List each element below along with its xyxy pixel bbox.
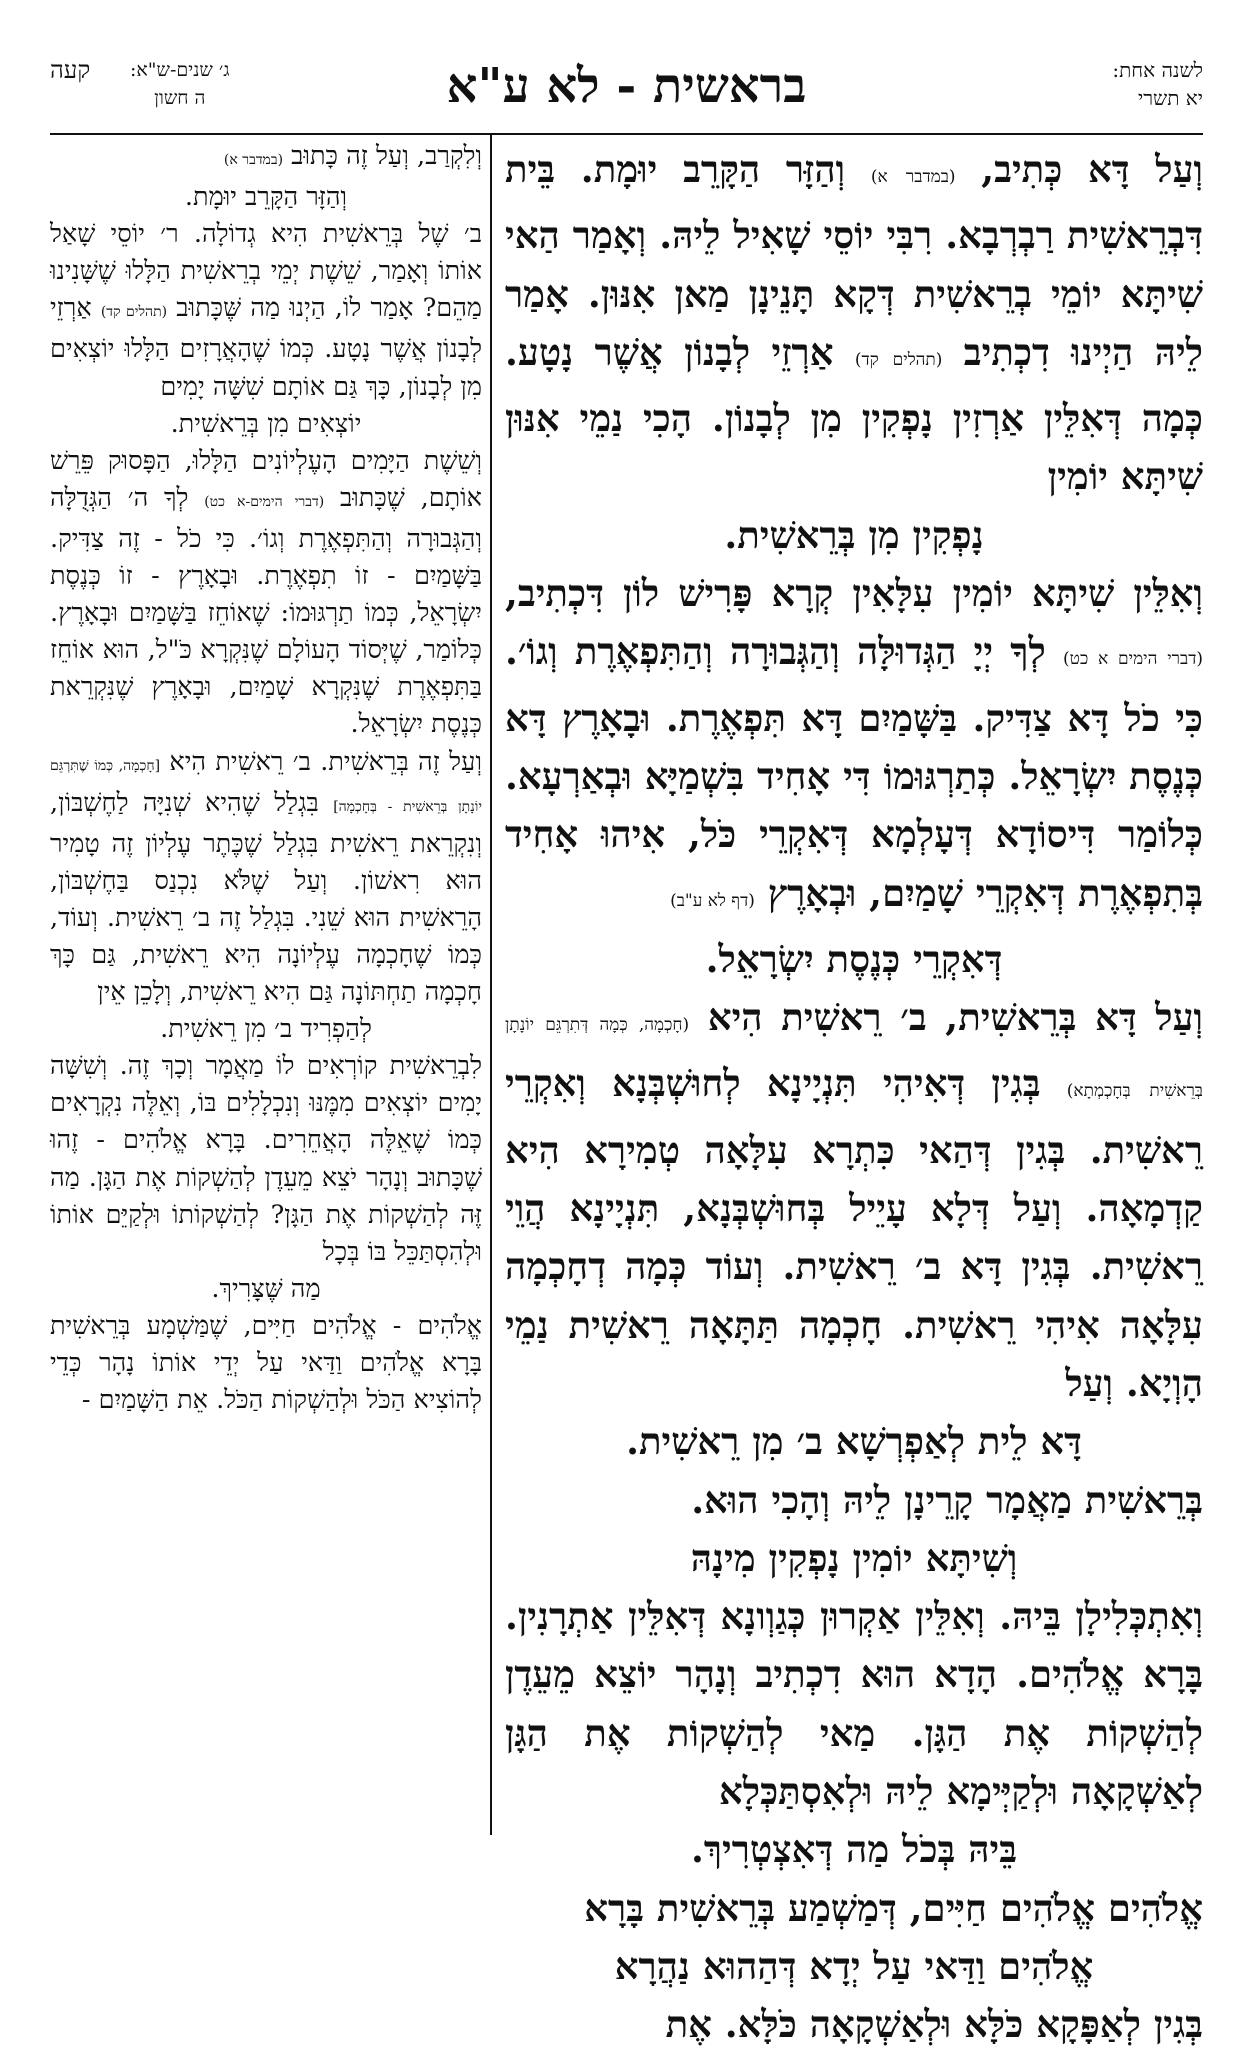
header-left-info bbox=[130, 56, 230, 112]
translation-column bbox=[50, 138, 482, 1419]
main-text: וְעַל דָּא כְּתִיב, bbox=[981, 147, 1203, 191]
main-paragraph-5: אֱלֹהִים אֱלֹהִים חַיִּים, דְּמַשְׁמַע בְּרֵאשִׁית בָּרָא bbox=[584, 1885, 1203, 1930]
side-text: אַרְזֵי לְבָנוֹן אֲשֶׁר נָטָע. כְּמוֹ שֶׁהָאֲרָזִים הַלָּלוּ יוֹצְאִים מִן לְבָנוֹן, כָּךְ גַּם אוֹתָם שִׁשָּׁה יָמִים bbox=[50, 293, 482, 402]
source-ref: (במדבר א) bbox=[870, 167, 956, 187]
main-text: וְאִלֵּין שִׁיתָּא יוֹמִין עִלָּאִין קְרָא פָּרִישׁ לוֹן דִּכְתִיב, bbox=[505, 571, 1203, 616]
side-paragraph-2-end: יוֹצְאִים מִן בְּרֵאשִׁית. bbox=[170, 408, 362, 439]
main-text: בְּרֵאשִׁית מַאֲמָר קָרֵינָן לֵיהּ וְהָכִי הוּא. bbox=[691, 1477, 1203, 1522]
column-divider bbox=[490, 135, 492, 1835]
side-paragraph-3 bbox=[50, 443, 482, 744]
date-label: יא תשרי bbox=[1137, 86, 1203, 110]
main-paragraph-2 bbox=[505, 564, 1203, 930]
main-paragraph-1-end: נָפְקִין מִן בְּרֵאשִׁית. bbox=[724, 512, 984, 557]
main-text: אַרְזֵי לְבָנוֹן אֲשֶׁר נָטָע. כְּמָה דְּאִלֵּין אַרְזִין נָפְקִין מִן לְבָנוֹן. הָכִי נַמֵי אִנּוּן שִׁיתָּא יוֹמִין bbox=[505, 329, 1203, 499]
cycle-label: ג׳ שנים-ש"א: bbox=[130, 59, 230, 81]
main-paragraph-4 bbox=[505, 1471, 1203, 1529]
main-paragraph-4-end: בֵּיהּ בְּכֹל מַה דְּאִצְטְרִיךְ. bbox=[690, 1827, 1018, 1872]
source-ref: (דף לא ע"ב) bbox=[670, 890, 755, 911]
edition-label: לשנה אחת: bbox=[1112, 58, 1203, 82]
main-column bbox=[505, 140, 1203, 2054]
side-text: לְךָ ה׳ הַגְּדֻלָּה וְהַגְּבוּרָה וְהַתִּפְאֶרֶת וְגוֹ׳. כִּי כֹל - זֶה צַדִּיק. בַּשָּׁמַיִם - זוֹ תִפְאֶרֶת. וּבָאָרֶץ - זוֹ כְּנֶסֶת יִשְׂרָאֵל, כְּמוֹ תַרְגּוּמוֹ: שֶׁאוֹחֵז בַּשָּׁמַיִם וּבָאָרֶץ. כְּלוֹמַר, שֶׁיְּסוֹד הָעוֹלָם שֶׁנִּקְרָא כֹּ"ל, הוּא אוֹחֵז בַּתִּפְאֶרֶת שֶׁנִּקְרָא שָׁמַיִם, וּבָאָרֶץ שֶׁנִּקְרֵאת כְּנֶסֶת יִשְׂרָאֵל. bbox=[50, 482, 482, 740]
source-ref: (דברי הימים א כט) bbox=[1063, 649, 1203, 670]
source-ref: [חָכְמָה, כְּמוֹ שֶׁתִּרְגֵּם יוֹנָתָן בְּרֵאשִׁית - בְּחָכְמָה] bbox=[50, 757, 483, 815]
side-text: וְשֵׁשֶׁת הַיָּמִים הָעֶלְיוֹנִים הַלָּלוּ, הַפָּסוּק פֵּרֵשׁ אוֹתָם, שֶׁכָּתוּב bbox=[50, 445, 482, 513]
side-paragraph-1 bbox=[50, 138, 482, 179]
header-divider bbox=[50, 133, 1203, 135]
side-paragraph-4 bbox=[50, 744, 482, 1012]
side-paragraph-2 bbox=[50, 216, 482, 405]
main-paragraph-3 bbox=[505, 988, 1203, 1412]
main-text: בְּגִין דְּאִיהִי תִּנְיָינָא לְחוּשְׁבְּנָא וְאִקְרֵי רֵאשִׁית. בְּגִין דְּהַאי כִּתְרָא עִלָּאָה טְמִירָא הִיא קַדְמָאָה. וְעַל דְּלָא עָיֵיל בְּחוּשְׁבְּנָא, תִּנְיָינָא הֲוֵי רֵאשִׁית. בְּגִין דָּא ב׳ רֵאשִׁית. וְעוֹד כְּמָה דְחָכְמָה עִלָּאָה אִיהִי רֵאשִׁית. חָכְמָה תַּתָּאָה רֵאשִׁית נַמֵי הָוְיָא. וְעַל bbox=[505, 1061, 1203, 1405]
side-text: בִּגְלַל שֶׁהִיא שְׁנִיָּה לַחֶשְׁבּוֹן, וְנִקְרֵאת רֵאשִׁית בִּגְלַל שֶׁכֶּתֶר עֶלְיוֹן זֶה טָמִיר הוּא רִאשׁוֹן. וְעַל שֶׁלֹּא נִכְנַס בַּחֶשְׁבּוֹן, הָרֵאשִׁית הוּא שֵׁנִי. בִּגְלַל זֶה ב׳ רֵאשִׁית. וְעוֹד, כְּמוֹ שֶׁחָכְמָה עֶלְיוֹנָה הִיא רֵאשִׁית, גַּם כָּךְ חָכְמָה תַחְתּוֹנָה גַּם הִיא רֵאשִׁית, וְלָכֵן אֵין bbox=[50, 787, 482, 1008]
source-ref: (דברי הימים-א כט) bbox=[204, 493, 325, 510]
page-header bbox=[50, 50, 1203, 130]
main-paragraph-2-end: דְּאִקְרֵי כְּנֶסֶת יִשְׂרָאֵל. bbox=[705, 936, 1003, 981]
page-number: קעה bbox=[50, 56, 91, 84]
source-ref: (במדבר א) bbox=[223, 152, 284, 168]
main-text: וְעַל דָּא בְּרֵאשִׁית, ב׳ רֵאשִׁית הִיא bbox=[707, 995, 1204, 1040]
side-text: ב׳ שֶׁל בְּרֵאשִׁית הִיא גְדוֹלָה. ר׳ יוֹסֵי שָׁאַל אוֹתוֹ וְאָמַר, שֵׁשֶׁת יְמֵי בְרֵאשִׁית הַלָּלוּ שֶׁשָּׁנִינוּ מַהֵם? אָמַר לוֹ, הַיְנוּ מַה שֶּׁכָּתוּב bbox=[50, 219, 482, 324]
cycle-date: ה חשון bbox=[154, 87, 206, 109]
side-text: וְעַל זֶה בְּרֵאשִׁית. ב׳ רֵאשִׁית הִיא bbox=[169, 746, 482, 777]
side-paragraph-5-end: מַה שֶּׁצָּרִיךְ. bbox=[211, 1273, 321, 1304]
source-ref: (תהלים קד) bbox=[100, 304, 168, 321]
main-paragraph-3-end: דָּא לֵית לְאַפְרְשָׁא ב׳ מִן רֵאשִׁית. bbox=[626, 1419, 1082, 1464]
source-ref: (חָכְמָה, כְּמָה דְּתִרְגֵּם יוֹנָתָן בְּרֵאשִׁית בְּחָכְמְתָא) bbox=[505, 1015, 1204, 1102]
side-paragraph-5: לִבְרֵאשִׁית קוֹרְאִים לוֹ מַאֲמָר וְכָךְ זֶה. וְשִׁשָּׁה יָמִים יוֹצְאִים מִמֶּנּוּ וְנִכְלָלִים בּוֹ, וְאֵלֶּה נִקְרָאִים כְּמוֹ שֶׁאֵלֶּה הָאֲחֵרִים. בָּרָא אֱלֹהִים - זֶהוּ שֶׁכָּתוּב וְנָהָר יֹצֵא מֵעֵדֶן לְהַשְׁקוֹת אֶת הַגָּן. מַה זֶּה לְהַשְׁקוֹת אֶת הַגָּן? לְהַשְׁקוֹתוֹ וּלְקַיֵּם אוֹתוֹ וּלְהִסְתַּכֵּל בּוֹ בְּכָל bbox=[50, 1051, 482, 1267]
source-ref: (תהלים קד) bbox=[854, 349, 943, 370]
main-text: לְךָ יְיָ הַגְּדוּלָּה וְהַגְּבוּרָה וְהַתִּפְאֶרֶת וְגוֹ׳. כִּי כֹל דָּא צַדִּיק. בַּשָּׁמַיִם דָּא תִּפְאֶרֶת. וּבָאָרֶץ דָּא כְּנֶסֶת יִשְׂרָאֵל. כְּתַרְגּוּמוֹ דִּי אָחִיד בִּשְׁמַיָּא וּבְאַרְעָא. כְּלוֹמַר דִּיסוֹדָא דְּעָלְמָא דְּאִקְרֵי כֹּל, אִיהוּ אָחִיד בְּתִפְאֶרֶת דְּאִקְרֵי שָׁמַיִם, וּבְאָרֶץ bbox=[505, 629, 1203, 915]
main-paragraph-4-body: וְאִתְכְּלִילָן בֵּיהּ. וְאִלֵּין אַקְרוּן כְּגַוְונָא דְּאִלֵּין אַתְרָנִין. בָּרָא אֱלֹהִים. הָדָא הוּא דִכְתִיב וְנָהָר יוֹצֵא מֵעֵדֶן לְהַשְׁקוֹת אֶת הַגָּן. מַאי לְהַשְׁקוֹת אֶת הַגָּן לְאַשְׁקָאָה וּלְקַיְּימָא לֵיהּ וּלְאִסְתַּכְּלָא bbox=[505, 1594, 1203, 1814]
side-text: וְלִקְרַב, וְעַל זֶה כָּתוּב bbox=[291, 141, 482, 171]
main-paragraph-4-center: וְשִׁיתָּא יוֹמִין נָפְקִין מִינָהּ bbox=[690, 1535, 1018, 1580]
main-paragraph-1 bbox=[505, 140, 1203, 506]
main-text: וְהַזָּר הַקָּרֵב יוּמָת. בֵּית דִּבְרֵאשִׁית רַבְרְבָא. רִבִּי יוֹסֵי שָׁאִיל לֵיהּ. וְאָמַר הַאי שִׁיתָּא יוֹמֵי בְרֵאשִׁית דְּקָא תָּנֵינָן מַאן אִנּוּן. אָמַר לֵיהּ הַיְינוּ דִכְתִיב bbox=[505, 147, 1203, 374]
side-paragraph-1-end: וְהַזָּר הַקָּרֵב יוּמָת. bbox=[184, 182, 348, 213]
main-paragraph-5-end: בְּגִין לְאַפָּקָא כֹּלָּא וּלְאַשְׁקָאָה כֹּלָּא. אֶת bbox=[665, 2002, 1203, 2047]
main-paragraph-5-center: אֱלֹהִים וַדַּאי עַל יְדָא דְּהַהוּא נַהֲרָא bbox=[614, 1943, 1094, 1988]
side-paragraph-6: אֱלֹהִים - אֱלֹהִים חַיִּים, שֶׁמַּשְׁמָע בְּרֵאשִׁית בָּרָא אֱלֹהִים וַדַּאי עַל יְדֵי אוֹתוֹ נָהָר כְּדֵי לְהוֹצִיא הַכֹּל וּלְהַשְׁקוֹת הַכֹּל. אֵת הַשָּׁמַיִם - bbox=[50, 1310, 482, 1416]
page-title: בראשית - לא ע"א bbox=[446, 58, 807, 114]
side-paragraph-4-end: לְהַפְרִיד ב׳ מִן רֵאשִׁית. bbox=[160, 1014, 372, 1045]
